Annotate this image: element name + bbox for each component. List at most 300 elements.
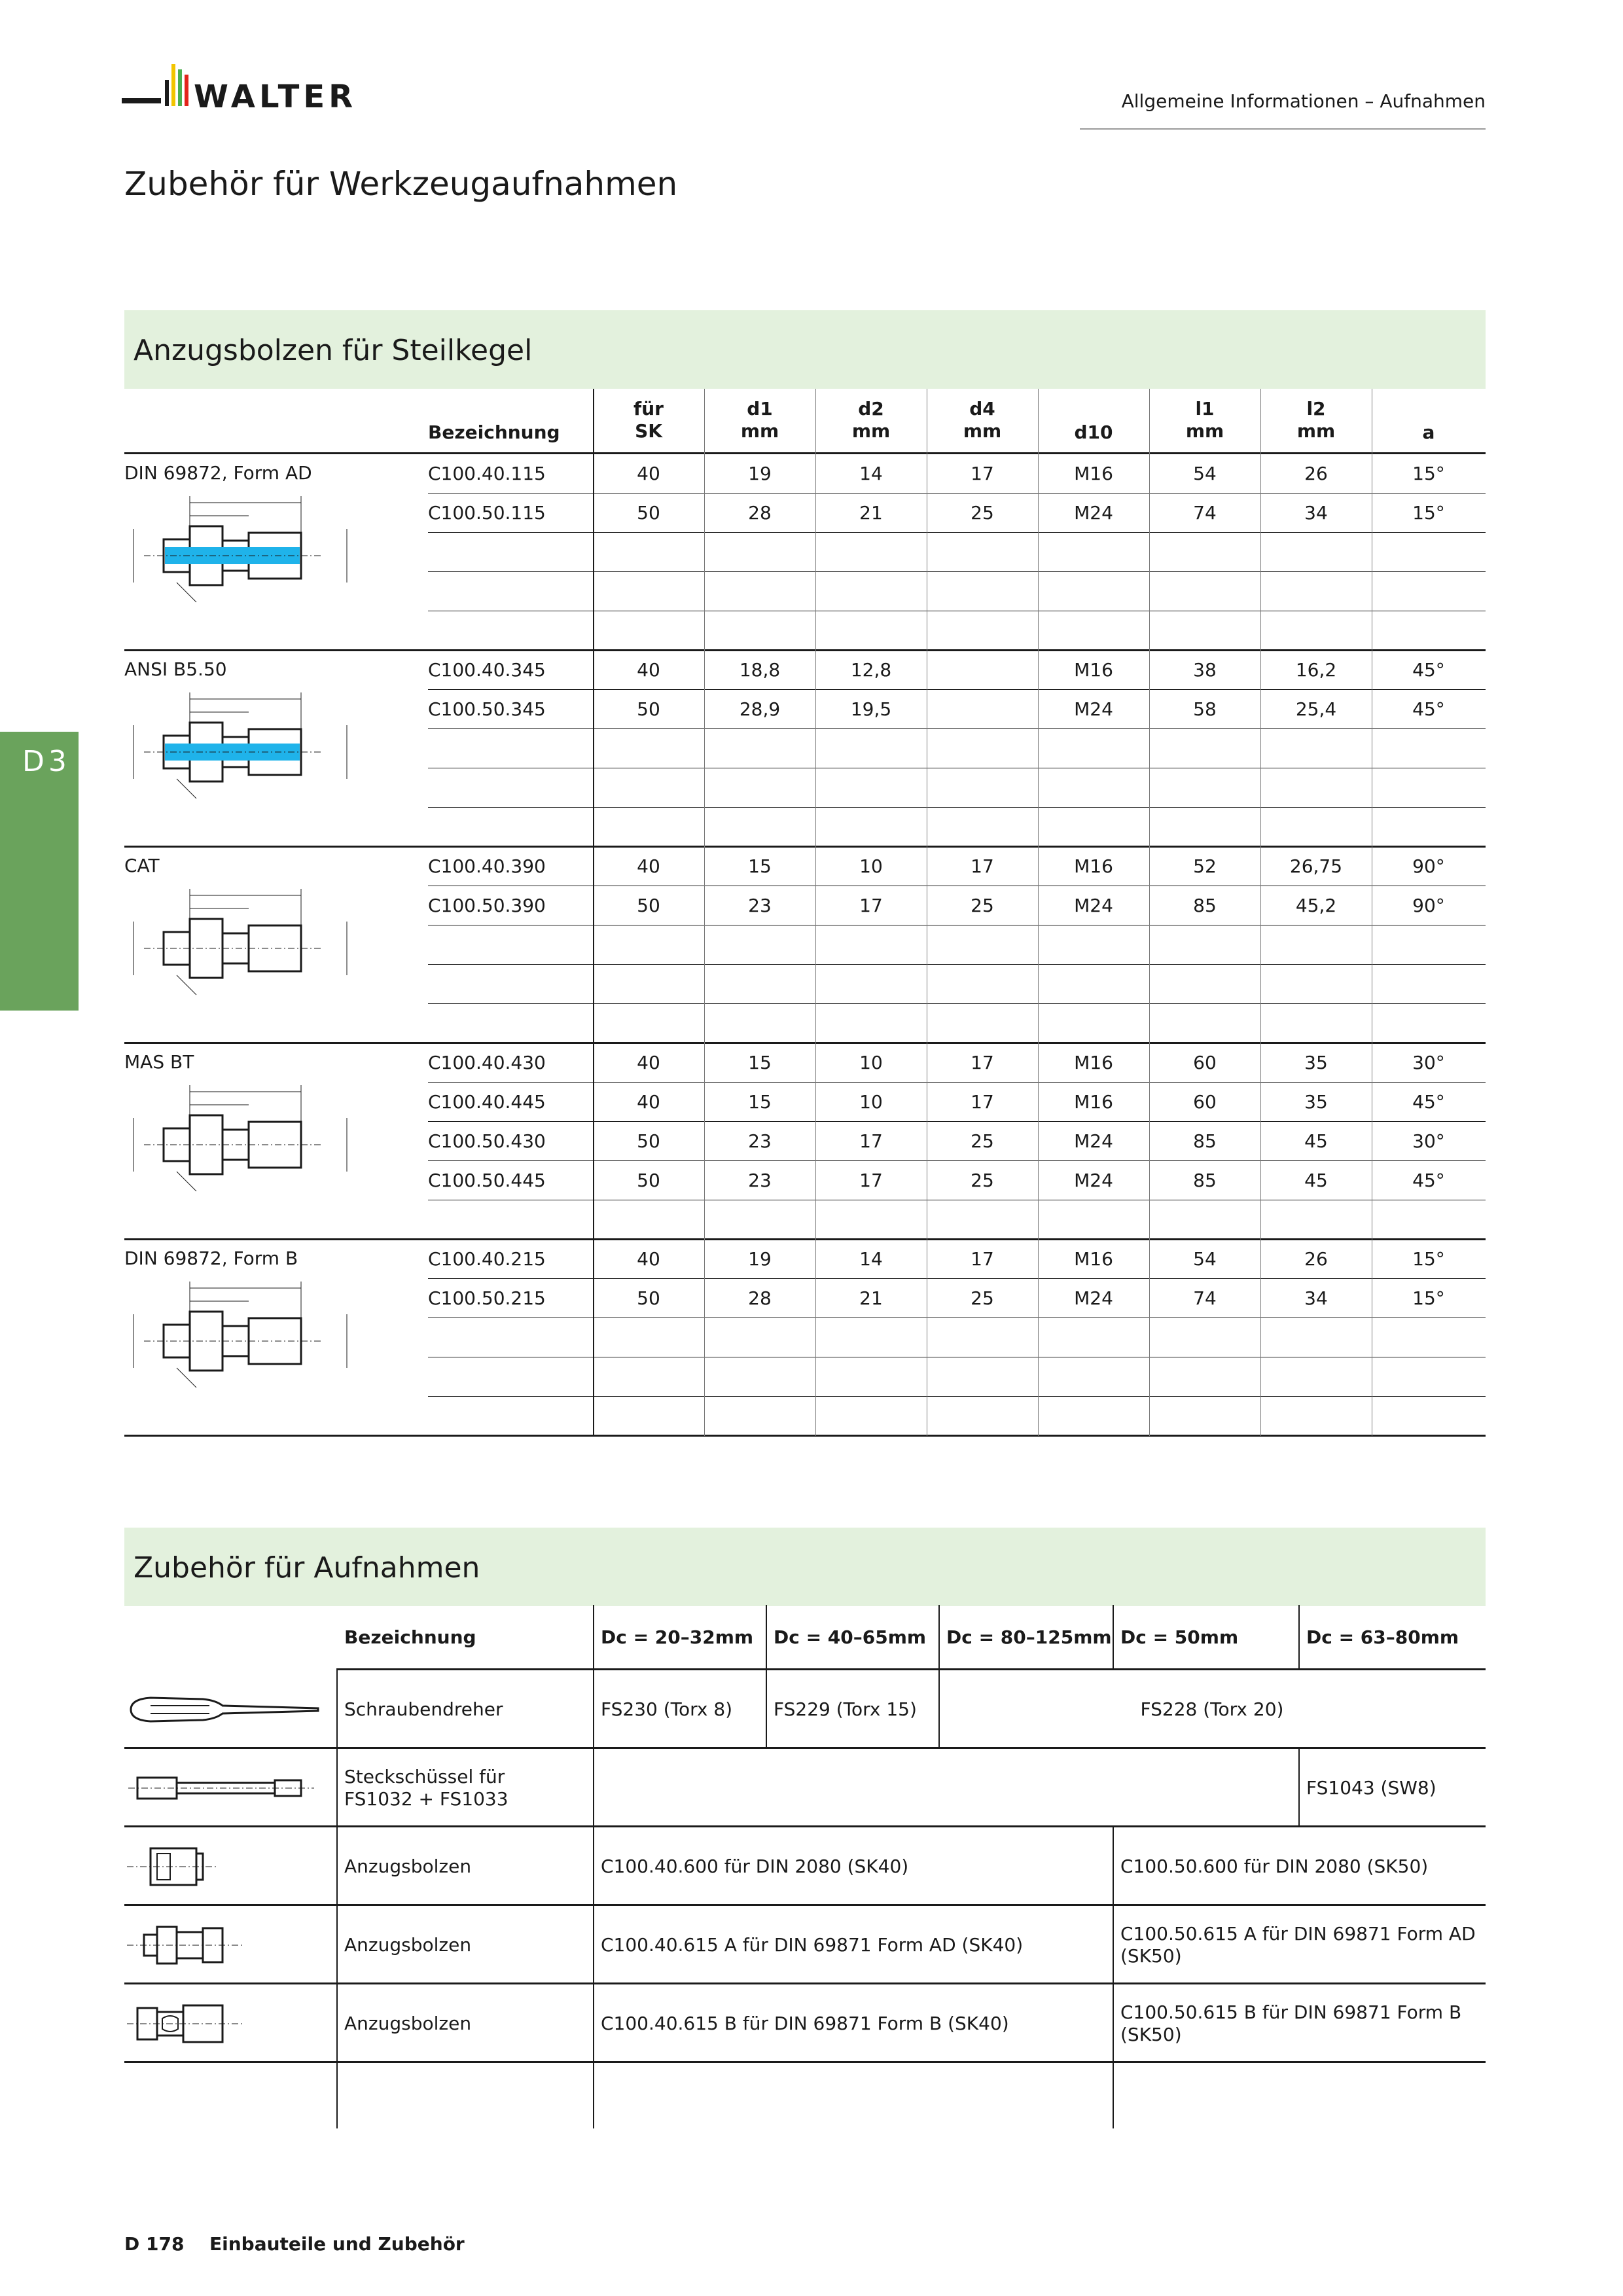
cell-value: 12,8	[850, 659, 892, 681]
table-row	[124, 1827, 1486, 1906]
cell-value	[1038, 729, 1149, 768]
cell-value	[815, 729, 927, 768]
cell-value: 23	[748, 1130, 772, 1152]
cell-bezeichnung: C100.40.215	[428, 1248, 546, 1270]
cell-value	[1038, 1004, 1149, 1043]
cell-value	[927, 690, 1038, 729]
table-row	[428, 1318, 1486, 1357]
cell-value: 45°	[1412, 1170, 1445, 1191]
cell-value	[1149, 1397, 1260, 1436]
row-label-line2: FS1032 + FS1033	[344, 1788, 508, 1810]
cell-value: 17	[971, 1091, 994, 1113]
table-header	[124, 389, 1486, 454]
table-row	[428, 690, 1486, 729]
cell-bezeichnung: C100.50.115	[428, 502, 546, 524]
col-d4-label: d4	[969, 398, 995, 420]
cell-value	[1038, 925, 1149, 965]
cell-value: 18,8	[739, 659, 781, 681]
cell-value	[1260, 611, 1372, 651]
table-row	[428, 533, 1486, 572]
group-label: DIN 69872, Form AD	[124, 462, 312, 484]
col-fur-sk-bottom: SK	[635, 420, 662, 442]
section-title: Zubehör für Aufnahmen	[134, 1551, 480, 1585]
table-row	[428, 1043, 1486, 1083]
cell-value	[1260, 1397, 1372, 1436]
cell-value: 74	[1193, 1287, 1217, 1309]
col-divider	[1113, 1827, 1114, 2128]
group-label: ANSI B5.50	[124, 658, 227, 680]
cell-value: M16	[1074, 855, 1113, 877]
cell-value	[593, 533, 704, 572]
table-header	[336, 1605, 1486, 1670]
col-a: a	[1422, 422, 1435, 443]
col-dc-20-32: Dc = 20–32mm	[601, 1626, 754, 1648]
cell-value: 50	[637, 895, 660, 916]
table-row	[428, 454, 1486, 493]
cell-value: 17	[859, 1130, 883, 1152]
cell-value	[1372, 925, 1486, 965]
cell-value: 60	[1193, 1091, 1217, 1113]
table-row	[428, 611, 1486, 651]
cell-value	[1149, 808, 1260, 847]
table-row	[428, 1397, 1486, 1436]
cell-value: 15	[748, 1052, 772, 1073]
cell-value: 26	[1304, 463, 1328, 484]
pull-stud-form-ad-icon	[124, 1912, 321, 1978]
col-l2-label: l2	[1306, 398, 1326, 420]
cell-value: 25	[971, 502, 994, 524]
col-d4	[927, 389, 1038, 454]
cell-value: 50	[637, 1130, 660, 1152]
table-row	[428, 847, 1486, 886]
cell-sk50: C100.50.615 A für DIN 69871 Form AD (SK50)	[1120, 1923, 1476, 1967]
col-d1	[704, 389, 815, 454]
cell-value	[1038, 1200, 1149, 1240]
cell-value	[927, 1004, 1038, 1043]
table-row	[428, 1004, 1486, 1043]
cell-value: M24	[1074, 502, 1113, 524]
cell-value: 17	[859, 1170, 883, 1191]
table-row	[428, 925, 1486, 965]
col-d1-unit: mm	[740, 420, 779, 442]
cell-value	[815, 808, 927, 847]
cell-value: 28	[748, 502, 772, 524]
table-row	[428, 1357, 1486, 1397]
cell-value	[1260, 1357, 1372, 1397]
cell-value: 25	[971, 895, 994, 916]
col-divider	[766, 1605, 767, 1749]
pull-stud-cat-icon	[124, 880, 386, 1011]
cell-value: M24	[1074, 1287, 1113, 1309]
col-divider	[1038, 389, 1039, 1436]
table-row	[428, 729, 1486, 768]
col-bezeichnung: Bezeichnung	[428, 422, 560, 443]
cell-value	[704, 1397, 815, 1436]
cell-value: 74	[1193, 502, 1217, 524]
cell-value	[1372, 729, 1486, 768]
cell-value	[927, 808, 1038, 847]
group-label: MAS BT	[124, 1051, 194, 1073]
cell-value	[704, 1200, 815, 1240]
table-row	[428, 965, 1486, 1004]
cell-value	[593, 808, 704, 847]
cell-sk40: C100.40.615 B für DIN 69871 Form B (SK40)	[601, 2013, 1009, 2034]
cell-value: 35	[1304, 1091, 1328, 1113]
cell-dc-80-125-merged: FS228 (Torx 20)	[1140, 1698, 1284, 1720]
table-row	[428, 808, 1486, 847]
cell-value: 15	[748, 1091, 772, 1113]
cell-value	[1372, 1318, 1486, 1357]
cell-value	[1149, 925, 1260, 965]
cell-value	[1260, 1318, 1372, 1357]
table-row	[428, 572, 1486, 611]
cell-value	[1372, 611, 1486, 651]
cell-value	[1372, 768, 1486, 808]
header-section-title: Allgemeine Informationen – Aufnahmen	[1121, 90, 1486, 112]
cell-value: 85	[1193, 1170, 1217, 1191]
cell-value: M24	[1074, 895, 1113, 916]
row-label: Schraubendreher	[344, 1698, 503, 1720]
col-divider	[593, 1605, 594, 2128]
pull-stud-din-ad-icon	[124, 487, 386, 618]
col-d4-unit: mm	[963, 420, 1002, 442]
cell-value: M16	[1074, 1052, 1113, 1073]
cell-bezeichnung: C100.40.445	[428, 1091, 546, 1113]
pull-stud-mas-bt-icon	[124, 1076, 386, 1207]
group-divider	[124, 1435, 1486, 1437]
cell-value: 19	[748, 463, 772, 484]
cell-value	[1260, 729, 1372, 768]
cell-value: 40	[637, 855, 660, 877]
cell-value	[1260, 808, 1372, 847]
cell-value	[927, 768, 1038, 808]
cell-bezeichnung	[428, 1004, 593, 1043]
page-title: Zubehör für Werkzeugaufnahmen	[124, 165, 678, 203]
chapter-tab-label: D3	[22, 745, 71, 778]
cell-value	[1372, 572, 1486, 611]
cell-value: 50	[637, 1287, 660, 1309]
pull-stud-form-b-icon	[124, 1991, 321, 2056]
cell-value	[1372, 1200, 1486, 1240]
cell-value	[704, 1357, 815, 1397]
col-divider	[1113, 1605, 1114, 1670]
col-d2-label: d2	[858, 398, 884, 420]
cell-value	[1038, 533, 1149, 572]
cell-value: 40	[637, 463, 660, 484]
cell-value: 25	[971, 1170, 994, 1191]
cell-value	[927, 1318, 1038, 1357]
cell-value: 19,5	[850, 698, 892, 720]
cell-bezeichnung: C100.50.390	[428, 895, 546, 916]
cell-value	[927, 1397, 1038, 1436]
col-d1-label: d1	[747, 398, 773, 420]
row-label-line1: Steckschüssel für	[344, 1766, 505, 1787]
col-dc-40-65: Dc = 40–65mm	[774, 1626, 927, 1648]
cell-value	[1038, 1318, 1149, 1357]
cell-value	[704, 611, 815, 651]
cell-value: 40	[637, 659, 660, 681]
cell-value: 26,75	[1289, 855, 1343, 877]
table-row	[428, 1161, 1486, 1200]
cell-value: 34	[1304, 502, 1328, 524]
table-row	[124, 1670, 1486, 1749]
cell-value: 90°	[1412, 895, 1445, 916]
col-bezeichnung: Bezeichnung	[344, 1626, 476, 1648]
cell-value: 45°	[1412, 659, 1445, 681]
col-divider	[593, 389, 594, 1436]
cell-value	[1260, 965, 1372, 1004]
cell-value	[1260, 1200, 1372, 1240]
cell-value	[815, 1397, 927, 1436]
row-label: Anzugsbolzen	[344, 2013, 472, 2034]
section-header-pull-studs	[124, 310, 1486, 389]
cell-value	[704, 572, 815, 611]
cell-value: 45	[1304, 1130, 1328, 1152]
cell-value: 10	[859, 1091, 883, 1113]
cell-value: 15°	[1412, 1248, 1445, 1270]
cell-value	[1372, 1357, 1486, 1397]
table-row	[124, 1749, 1486, 1827]
col-fur-sk-top: für	[633, 398, 664, 420]
cell-value	[1149, 611, 1260, 651]
cell-bezeichnung: C100.50.445	[428, 1170, 546, 1191]
cell-value	[1260, 1004, 1372, 1043]
cell-value	[704, 925, 815, 965]
table-row	[428, 1279, 1486, 1318]
cell-value: 54	[1193, 1248, 1217, 1270]
cell-value	[815, 1004, 927, 1043]
col-d2-unit: mm	[851, 420, 891, 442]
cell-value: 28,9	[739, 698, 781, 720]
cell-value	[593, 1004, 704, 1043]
cell-value: 17	[859, 895, 883, 916]
cell-value	[704, 965, 815, 1004]
group-label: CAT	[124, 855, 160, 876]
col-divider	[336, 1670, 338, 2128]
table-group	[124, 1240, 1486, 1436]
cell-bezeichnung: C100.50.345	[428, 698, 546, 720]
cell-empty-merged	[593, 1749, 1298, 1827]
socket-wrench-icon	[124, 1755, 321, 1821]
cell-sk40: C100.40.615 A für DIN 69871 Form AD (SK40)	[601, 1934, 1024, 1956]
cell-value	[927, 572, 1038, 611]
cell-value: 19	[748, 1248, 772, 1270]
cell-value	[927, 729, 1038, 768]
cell-dc-20-32: FS230 (Torx 8)	[601, 1698, 733, 1720]
col-l1-label: l1	[1195, 398, 1215, 420]
cell-value	[1038, 611, 1149, 651]
cell-value	[815, 1318, 927, 1357]
cell-bezeichnung: C100.40.430	[428, 1052, 546, 1073]
cell-value	[1149, 965, 1260, 1004]
cell-value: 50	[637, 1170, 660, 1191]
cell-bezeichnung	[428, 1200, 593, 1240]
cell-value: 14	[859, 1248, 883, 1270]
cell-value: M24	[1074, 1170, 1113, 1191]
cell-value	[1038, 965, 1149, 1004]
cell-value	[1149, 533, 1260, 572]
cell-bezeichnung: C100.50.215	[428, 1287, 546, 1309]
cell-value: M24	[1074, 1130, 1113, 1152]
cell-value	[1260, 572, 1372, 611]
cell-bezeichnung	[428, 965, 593, 1004]
cell-bezeichnung: C100.40.345	[428, 659, 546, 681]
cell-sk50: C100.50.615 B für DIN 69871 Form B (SK50)	[1120, 2001, 1462, 2045]
table-row	[428, 1200, 1486, 1240]
table-row	[428, 886, 1486, 925]
cell-value: 38	[1193, 659, 1217, 681]
cell-value	[1038, 1357, 1149, 1397]
cell-value: 16,2	[1295, 659, 1337, 681]
cell-bezeichnung	[428, 1318, 593, 1357]
cell-value	[593, 611, 704, 651]
cell-value	[815, 1357, 927, 1397]
cell-bezeichnung	[428, 572, 593, 611]
table-row	[428, 768, 1486, 808]
cell-dc-40-65: FS229 (Torx 15)	[774, 1698, 917, 1720]
cell-value	[593, 1397, 704, 1436]
cell-value: 54	[1193, 463, 1217, 484]
col-d10: d10	[1074, 422, 1113, 443]
cell-value: 40	[637, 1248, 660, 1270]
cell-value: M24	[1074, 698, 1113, 720]
cell-bezeichnung: C100.40.115	[428, 463, 546, 484]
col-dc-80-125: Dc = 80–125mm	[946, 1626, 1112, 1648]
cell-value	[815, 925, 927, 965]
cell-value: 25,4	[1295, 698, 1337, 720]
cell-value	[815, 611, 927, 651]
cell-value	[1038, 768, 1149, 808]
cell-value	[815, 965, 927, 1004]
cell-value: 34	[1304, 1287, 1328, 1309]
cell-value: 23	[748, 895, 772, 916]
cell-value: 10	[859, 855, 883, 877]
cell-sk40: C100.40.600 für DIN 2080 (SK40)	[601, 1856, 909, 1877]
table-group	[124, 454, 1486, 651]
cell-value: 58	[1193, 698, 1217, 720]
cell-value	[1260, 533, 1372, 572]
cell-value	[1372, 808, 1486, 847]
cell-value	[704, 729, 815, 768]
cell-bezeichnung: C100.50.430	[428, 1130, 546, 1152]
cell-value: 21	[859, 1287, 883, 1309]
row-label: Anzugsbolzen	[344, 1934, 472, 1956]
cell-value: M16	[1074, 1248, 1113, 1270]
cell-value: 17	[971, 855, 994, 877]
group-label: DIN 69872, Form B	[124, 1247, 298, 1269]
col-divider	[938, 1605, 940, 1749]
cell-value: 50	[637, 698, 660, 720]
col-dc-50: Dc = 50mm	[1120, 1626, 1239, 1648]
cell-value: 15	[748, 855, 772, 877]
cell-value: 50	[637, 502, 660, 524]
table-group	[124, 651, 1486, 847]
cell-value	[704, 1004, 815, 1043]
cell-value	[593, 1357, 704, 1397]
footer-title: Einbauteile und Zubehör	[209, 2233, 465, 2255]
cell-value	[927, 611, 1038, 651]
cell-value	[815, 768, 927, 808]
pull-stud-din-b-icon	[124, 1272, 386, 1403]
cell-value: M16	[1074, 1091, 1113, 1113]
cell-value	[927, 965, 1038, 1004]
table-group	[124, 1043, 1486, 1240]
cell-bezeichnung	[428, 611, 593, 651]
cell-bezeichnung: C100.40.390	[428, 855, 546, 877]
cell-value: M16	[1074, 659, 1113, 681]
col-divider	[1298, 1749, 1300, 1827]
cell-value: 85	[1193, 1130, 1217, 1152]
cell-value: 17	[971, 1248, 994, 1270]
cell-value: 45,2	[1295, 895, 1337, 916]
cell-bezeichnung	[428, 925, 593, 965]
table-row	[428, 493, 1486, 533]
cell-value: 30°	[1412, 1052, 1445, 1073]
cell-value	[704, 1318, 815, 1357]
cell-value: 40	[637, 1052, 660, 1073]
cell-value	[927, 533, 1038, 572]
cell-value: 30°	[1412, 1130, 1445, 1152]
cell-value: 15°	[1412, 463, 1445, 484]
cell-value	[1372, 533, 1486, 572]
cell-bezeichnung	[428, 808, 593, 847]
col-l2-unit: mm	[1296, 420, 1336, 442]
cell-value	[704, 768, 815, 808]
cell-value	[1038, 1397, 1149, 1436]
cell-bezeichnung	[428, 768, 593, 808]
cell-value	[1260, 768, 1372, 808]
pull-stud-ansi-icon	[124, 683, 386, 814]
cell-value	[1372, 965, 1486, 1004]
cell-value	[927, 925, 1038, 965]
cell-value: 14	[859, 463, 883, 484]
cell-value: 10	[859, 1052, 883, 1073]
cell-bezeichnung	[428, 1397, 593, 1436]
cell-value	[1149, 1357, 1260, 1397]
col-dc-63-80: Dc = 63–80mm	[1306, 1626, 1459, 1648]
cell-value	[1260, 925, 1372, 965]
cell-value: 60	[1193, 1052, 1217, 1073]
col-divider	[1260, 389, 1261, 1436]
cell-value	[1149, 768, 1260, 808]
table-row	[124, 1984, 1486, 2063]
col-divider	[1149, 389, 1150, 1436]
cell-value: 85	[1193, 895, 1217, 916]
cell-value: 23	[748, 1170, 772, 1191]
cell-value	[593, 1318, 704, 1357]
col-divider	[1298, 1605, 1300, 1670]
cell-value	[704, 808, 815, 847]
cell-value	[1038, 808, 1149, 847]
cell-value	[593, 925, 704, 965]
cell-value	[1149, 729, 1260, 768]
cell-value	[593, 965, 704, 1004]
cell-value: 45°	[1412, 698, 1445, 720]
table-row	[428, 651, 1486, 690]
cell-value: M16	[1074, 463, 1113, 484]
cell-value: 15°	[1412, 1287, 1445, 1309]
cell-bezeichnung	[428, 533, 593, 572]
table-group	[124, 847, 1486, 1043]
cell-value	[593, 1200, 704, 1240]
row-label	[336, 1749, 593, 1827]
col-l1	[1149, 389, 1260, 454]
cell-value: 40	[637, 1091, 660, 1113]
cell-value	[1372, 1397, 1486, 1436]
cell-value	[815, 1200, 927, 1240]
table-row	[428, 1083, 1486, 1122]
cell-value	[1149, 1004, 1260, 1043]
